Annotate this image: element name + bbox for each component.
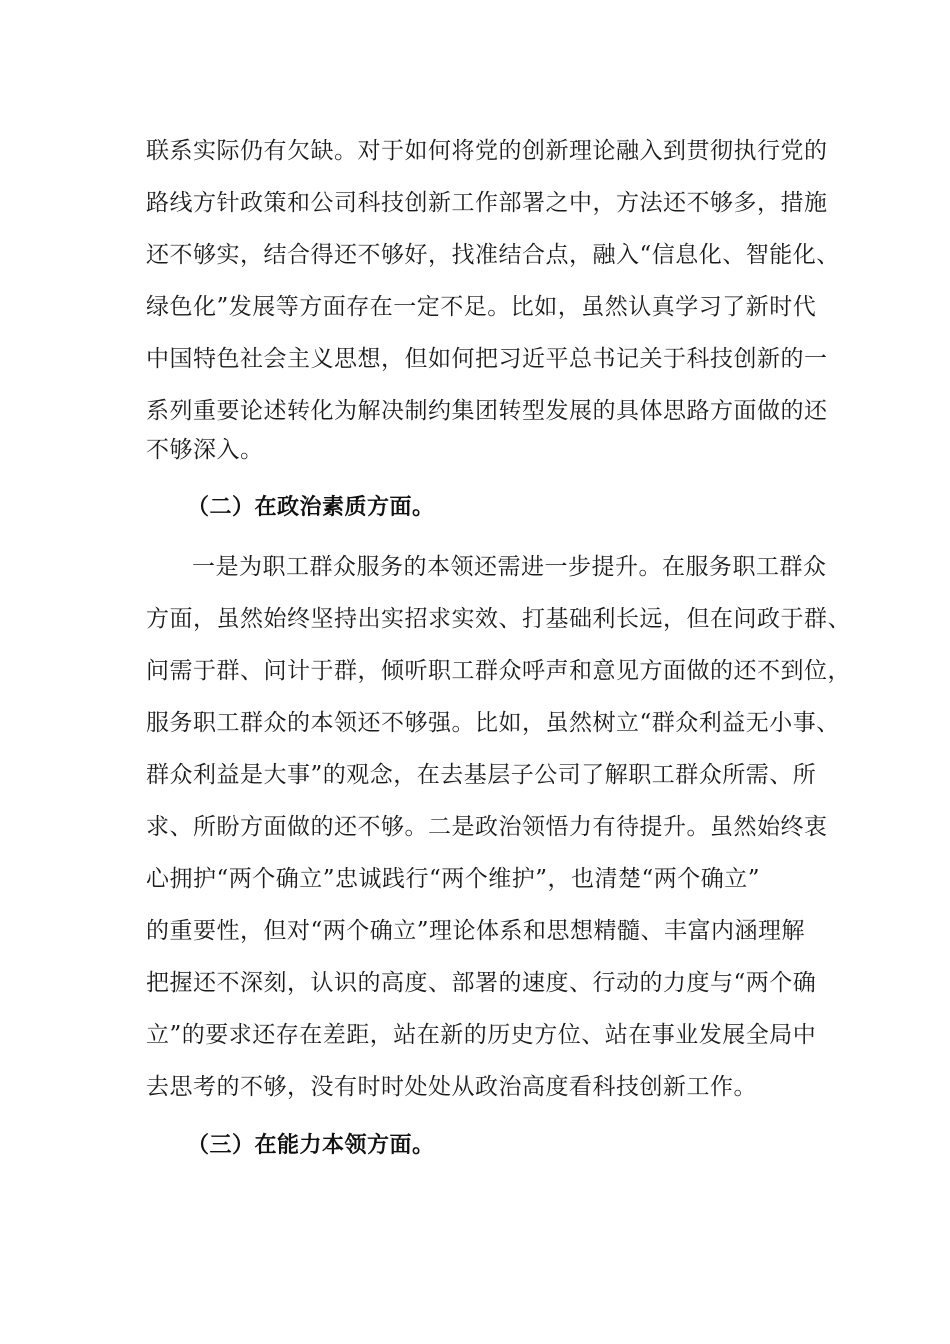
paragraph-line: 还不够实，结合得还不够好，找准结合点，融入“信息化、智能化、	[146, 242, 840, 268]
section-heading: （三）在能力本领方面。	[187, 1133, 435, 1158]
paragraph-line: 群众利益是大事”的观念，在去基层子公司了解职工群众所需、所	[146, 762, 817, 788]
paragraph-line: 一是为职工群众服务的本领还需进一步提升。在服务职工群众	[192, 554, 827, 580]
paragraph-line: 联系实际仍有欠缺。对于如何将党的创新理论融入到贯彻执行党的	[146, 138, 828, 164]
paragraph-line: 服务职工群众的本领还不够强。比如，虽然树立“群众利益无小事、	[146, 710, 840, 736]
paragraph-line: 问需于群、问计于群，倾听职工群众呼声和意见方面做的还不到位，	[146, 658, 851, 684]
paragraph-line: 求、所盼方面做的还不够。二是政治领悟力有待提升。虽然始终衷	[146, 814, 828, 840]
paragraph-line: 绿色化”发展等方面存在一定不足。比如，虽然认真学习了新时代	[146, 294, 817, 320]
paragraph-line: 方面，虽然始终坚持出实招求实效、打基础利长远，但在问政于群、	[146, 606, 851, 632]
paragraph-line: 不够深入。	[146, 437, 264, 463]
paragraph-line: 的重要性，但对“两个确立”理论体系和思想精髓、丰富内涵理解	[146, 918, 806, 944]
paragraph-line: 立”的要求还存在差距，站在新的历史方位、站在事业发展全局中	[146, 1022, 817, 1048]
paragraph-line: 中国特色社会主义思想，但如何把习近平总书记关于科技创新的一	[146, 346, 828, 372]
paragraph-line: 系列重要论述转化为解决制约集团转型发展的具体思路方面做的还	[146, 398, 828, 424]
paragraph-line: 路线方针政策和公司科技创新工作部署之中，方法还不够多，措施	[146, 190, 828, 216]
paragraph-line: 把握还不深刻，认识的高度、部署的速度、行动的力度与“两个确	[146, 970, 817, 996]
section-heading: （二）在政治素质方面。	[187, 495, 435, 520]
paragraph-line: 去思考的不够，没有时时处处从政治高度看科技创新工作。	[146, 1074, 757, 1100]
paragraph-line: 心拥护“两个确立”忠诚践行“两个维护”，也清楚“两个确立”	[146, 866, 761, 892]
